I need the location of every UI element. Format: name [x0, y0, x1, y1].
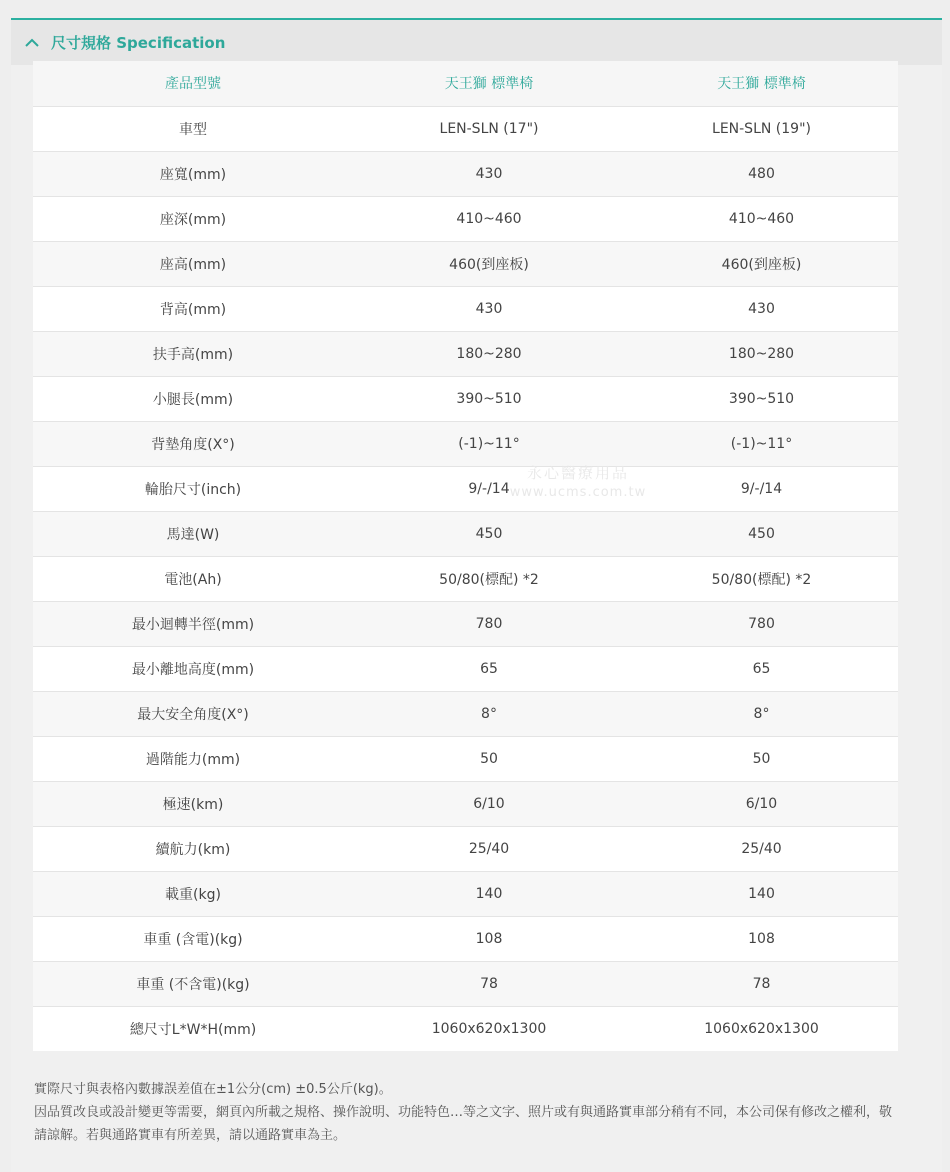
- spec-value-cell: 780: [353, 601, 625, 646]
- spec-value-cell: 410~460: [625, 196, 898, 241]
- table-row: [33, 241, 898, 286]
- table-row: [33, 826, 898, 871]
- table-row: [33, 106, 898, 151]
- spec-value-cell: 108: [625, 916, 898, 961]
- specification-accordion-header[interactable]: [11, 20, 942, 65]
- table-row: [33, 781, 898, 826]
- spec-label-cell: 座高(mm): [33, 241, 353, 286]
- spec-label-cell: 最大安全角度(X°): [33, 691, 353, 736]
- spec-value-cell: 78: [353, 961, 625, 1006]
- spec-label-cell: 小腿長(mm): [33, 376, 353, 421]
- spec-value-cell: 50: [353, 736, 625, 781]
- note-tolerance: 實際尺寸與表格內數據誤差值在±1公分(cm) ±0.5公斤(kg)。: [34, 1082, 392, 1097]
- spec-value-cell: 390~510: [353, 376, 625, 421]
- spec-label-cell: 車重 (含電)(kg): [33, 916, 353, 961]
- spec-value-cell: LEN-SLN (17"): [353, 106, 625, 151]
- spec-value-cell: 1060x620x1300: [353, 1006, 625, 1051]
- table-row: [33, 871, 898, 916]
- spec-value-cell: 450: [625, 511, 898, 556]
- spec-value-cell: 430: [625, 286, 898, 331]
- spec-value-cell: 1060x620x1300: [625, 1006, 898, 1051]
- spec-value-cell: 480: [625, 151, 898, 196]
- spec-value-cell: 390~510: [625, 376, 898, 421]
- watermark-brand: 永心醫療用品: [526, 464, 629, 482]
- spec-value-cell: 8°: [625, 691, 898, 736]
- table-row: [33, 916, 898, 961]
- chevron-up-icon[interactable]: [21, 32, 43, 54]
- spec-label-cell: 總尺寸L*W*H(mm): [33, 1006, 353, 1051]
- table-row: [33, 196, 898, 241]
- spec-value-cell: 430: [353, 286, 625, 331]
- spec-label-cell: 最小迴轉半徑(mm): [33, 601, 353, 646]
- table-row: [33, 736, 898, 781]
- spec-value-cell: 78: [625, 961, 898, 1006]
- spec-value-cell: 9/-/14: [625, 466, 898, 511]
- spec-label-cell: 輪胎尺寸(inch): [33, 466, 353, 511]
- table-row: [33, 151, 898, 196]
- table-row: [33, 466, 898, 511]
- spec-value-cell: 410~460: [353, 196, 625, 241]
- notes: [34, 1078, 904, 1147]
- spec-value-cell: 65: [625, 646, 898, 691]
- table-header-row: [33, 61, 898, 106]
- table-row: [33, 331, 898, 376]
- table-row: [33, 1006, 898, 1051]
- spec-label-cell: 極速(km): [33, 781, 353, 826]
- spec-value-cell: 108: [353, 916, 625, 961]
- spec-value-cell: 50/80(標配) *2: [625, 556, 898, 601]
- table-row: [33, 421, 898, 466]
- table-row: [33, 646, 898, 691]
- spec-value-cell: (-1)~11°: [625, 421, 898, 466]
- spec-value-cell: 430: [353, 151, 625, 196]
- spec-value-cell: LEN-SLN (19"): [625, 106, 898, 151]
- spec-value-cell: 65: [353, 646, 625, 691]
- spec-value-cell: 450: [353, 511, 625, 556]
- spec-value-cell: 780: [625, 601, 898, 646]
- table-row: [33, 376, 898, 421]
- header-product-1: 天王獅 標準椅: [353, 61, 625, 106]
- spec-value-cell: 6/10: [353, 781, 625, 826]
- spec-label-cell: 座寬(mm): [33, 151, 353, 196]
- watermark-url: www.ucms.com.tw: [509, 485, 647, 500]
- spec-table: [33, 61, 898, 1051]
- spec-label-cell: 載重(kg): [33, 871, 353, 916]
- spec-value-cell: (-1)~11°: [353, 421, 625, 466]
- spec-value-cell: 460(到座板): [625, 241, 898, 286]
- header-model: 產品型號: [33, 61, 353, 106]
- header-product-2: 天王獅 標準椅: [625, 61, 898, 106]
- spec-value-cell: 25/40: [353, 826, 625, 871]
- spec-value-cell: 140: [353, 871, 625, 916]
- table-row: [33, 556, 898, 601]
- spec-value-cell: 460(到座板): [353, 241, 625, 286]
- spec-table-container: [33, 61, 898, 1051]
- spec-value-cell: 180~280: [625, 331, 898, 376]
- section-title: 尺寸規格 Specification: [51, 34, 226, 52]
- table-row: [33, 961, 898, 1006]
- table-row: [33, 691, 898, 736]
- spec-label-cell: 過階能力(mm): [33, 736, 353, 781]
- spec-label-cell: 馬達(W): [33, 511, 353, 556]
- spec-label-cell: 最小離地高度(mm): [33, 646, 353, 691]
- table-row: [33, 286, 898, 331]
- spec-value-cell: 140: [625, 871, 898, 916]
- spec-label-cell: 車重 (不含電)(kg): [33, 961, 353, 1006]
- table-row: [33, 511, 898, 556]
- spec-label-cell: 車型: [33, 106, 353, 151]
- spec-label-cell: 座深(mm): [33, 196, 353, 241]
- spec-value-cell: 50/80(標配) *2: [353, 556, 625, 601]
- spec-label-cell: 電池(Ah): [33, 556, 353, 601]
- spec-label-cell: 續航力(km): [33, 826, 353, 871]
- note-disclaimer: 因品質改良或設計變更等需要，網頁內所載之規格、操作說明、功能特色…等之文字、照片或有與通路實車部分稍有不同，本公司保有修改之權利，敬請諒解。若與通路實車有所差異，請以通路實車為主。: [34, 1105, 893, 1143]
- spec-value-cell: 9/-/14: [353, 466, 625, 511]
- spec-label-cell: 背墊角度(X°): [33, 421, 353, 466]
- spec-label-cell: 扶手高(mm): [33, 331, 353, 376]
- spec-value-cell: 25/40: [625, 826, 898, 871]
- spec-value-cell: 180~280: [353, 331, 625, 376]
- spec-value-cell: 50: [625, 736, 898, 781]
- spec-label-cell: 背高(mm): [33, 286, 353, 331]
- table-row: [33, 601, 898, 646]
- spec-value-cell: 6/10: [625, 781, 898, 826]
- spec-value-cell: 8°: [353, 691, 625, 736]
